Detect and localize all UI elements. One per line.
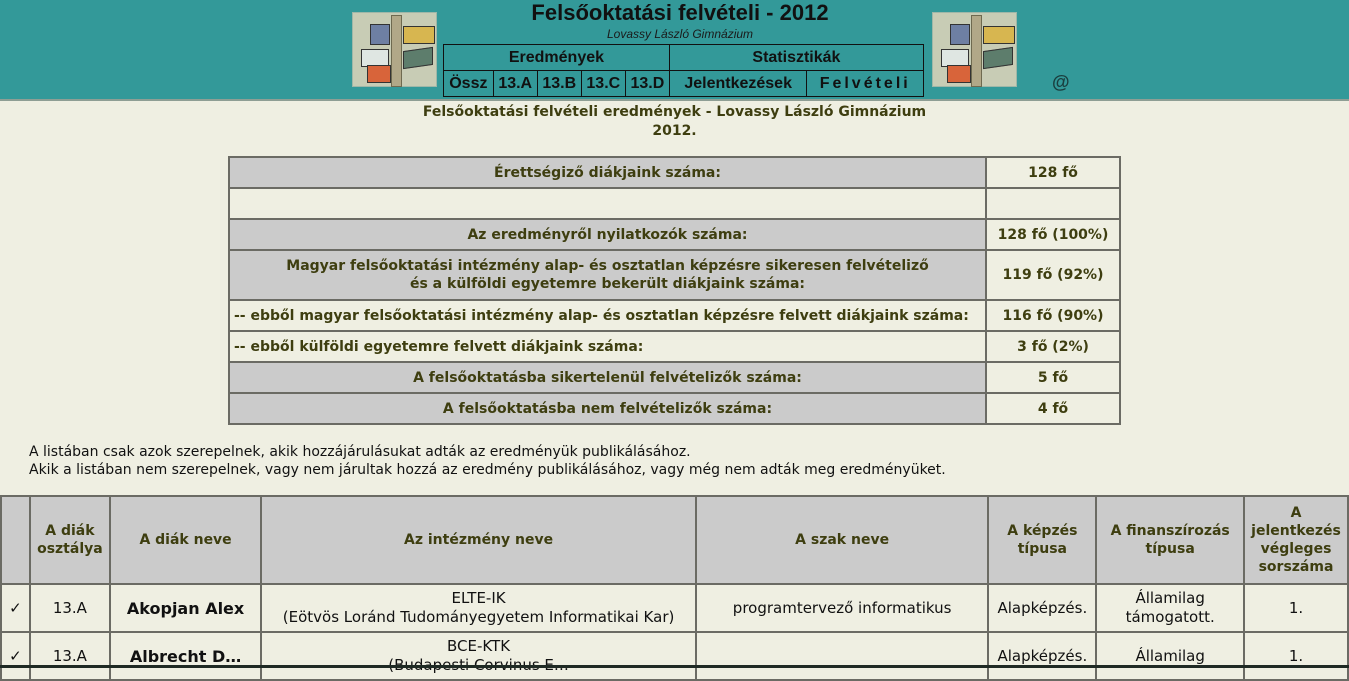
funding-type bbox=[1096, 632, 1244, 680]
funding-line1: Államilag bbox=[1135, 646, 1205, 665]
nav-item-13d[interactable]: 13.D bbox=[625, 71, 669, 97]
nav-item-13b[interactable]: 13.B bbox=[537, 71, 581, 97]
funding-type bbox=[1096, 584, 1244, 632]
summary-value: 4 fő bbox=[986, 393, 1120, 424]
major: programtervező informatikus bbox=[696, 584, 989, 632]
student-name: Albrecht D… bbox=[110, 632, 261, 680]
summary-value: 128 fő bbox=[986, 157, 1120, 188]
summary-label-line1: Magyar felsőoktatási intézmény alap- és osztatlan képzésre sikeresen felvételiző bbox=[286, 258, 929, 274]
email-icon[interactable]: @ bbox=[1052, 72, 1070, 92]
summary-row bbox=[229, 157, 1120, 188]
site-title: Felsőoktatási felvételi - 2012 bbox=[531, 0, 829, 25]
summary-row-sub bbox=[229, 331, 1120, 362]
funding-line2: támogatott. bbox=[1125, 608, 1215, 626]
summary-label: Érettségiző diákjaink száma: bbox=[229, 157, 986, 188]
page-heading-title: Felsőoktatási felvételi eredmények - Lovassy László Gimnázium bbox=[422, 104, 927, 120]
main-nav bbox=[443, 44, 924, 97]
institution-full: (Eötvös Loránd Tudományegyetem Informatikai Kar) bbox=[282, 608, 675, 626]
nav-group-statisztikak[interactable]: Statisztikák bbox=[669, 45, 923, 71]
training-type: Alapképzés. bbox=[988, 584, 1096, 632]
funding-line1: Államilag bbox=[1135, 589, 1205, 607]
summary-row-sub bbox=[229, 300, 1120, 331]
summary-row-empty bbox=[229, 188, 1120, 219]
note-line-2: Akik a listában nem szerepelnek, vagy nem járultak hozzá az eredmény publikálásához, vagy még nem adták meg eredményüket. bbox=[29, 462, 946, 478]
result-row bbox=[1, 584, 1348, 632]
col-rank: A jelentkezés végleges sorszáma bbox=[1244, 496, 1348, 584]
col-funding-type: A finanszírozás típusa bbox=[1096, 496, 1244, 584]
institution bbox=[261, 632, 696, 680]
training-type: Alapképzés. bbox=[988, 632, 1096, 680]
summary-label: -- ebből külföldi egyetemre felvett diákjaink száma: bbox=[229, 331, 986, 362]
summary-row bbox=[229, 362, 1120, 393]
check-icon: ✓ bbox=[1, 632, 30, 680]
summary-table bbox=[228, 156, 1121, 425]
summary-label-line2: és a külföldi egyetemre bekerült diákjaink száma: bbox=[409, 276, 805, 292]
summary-label: A felsőoktatásba nem felvételizők száma: bbox=[229, 393, 986, 424]
summary-label bbox=[229, 250, 986, 300]
nav-item-felveteli[interactable]: Felvételi bbox=[807, 71, 924, 97]
page-heading bbox=[0, 103, 1349, 141]
nav-item-13c[interactable]: 13.C bbox=[581, 71, 625, 97]
nav-item-ossz[interactable]: Össz bbox=[444, 71, 494, 97]
result-row bbox=[1, 632, 1348, 680]
summary-value: 128 fő (100%) bbox=[986, 219, 1120, 250]
results-header-row bbox=[1, 496, 1348, 584]
publication-notes bbox=[29, 443, 946, 479]
signpost-logo-right-icon bbox=[932, 12, 1017, 87]
header-banner bbox=[0, 0, 1349, 101]
summary-label: -- ebből magyar felsőoktatási intézmény alap- és osztatlan képzésre felvett diákjaink száma: bbox=[229, 300, 986, 331]
summary-value bbox=[986, 188, 1120, 219]
summary-label: Az eredményről nyilatkozók száma: bbox=[229, 219, 986, 250]
summary-row bbox=[229, 393, 1120, 424]
nav-item-13a[interactable]: 13.A bbox=[493, 71, 537, 97]
summary-value: 5 fő bbox=[986, 362, 1120, 393]
summary-label bbox=[229, 188, 986, 219]
signpost-logo-left-icon bbox=[352, 12, 437, 87]
summary-row bbox=[229, 219, 1120, 250]
col-training-type: A képzés típusa bbox=[988, 496, 1096, 584]
results-table bbox=[0, 495, 1349, 681]
summary-row bbox=[229, 250, 1120, 300]
page-heading-year: 2012. bbox=[652, 123, 697, 139]
col-status bbox=[1, 496, 30, 584]
summary-value: 116 fő (90%) bbox=[986, 300, 1120, 331]
col-major: A szak neve bbox=[696, 496, 989, 584]
rank: 1. bbox=[1244, 584, 1348, 632]
major bbox=[696, 632, 989, 680]
summary-label: A felsőoktatásba sikertelenül felvételizők száma: bbox=[229, 362, 986, 393]
nav-group-eredmenyek[interactable]: Eredmények bbox=[444, 45, 670, 71]
nav-item-jelentkezesek[interactable]: Jelentkezések bbox=[669, 71, 807, 97]
institution-short: BCE-KTK bbox=[447, 637, 511, 655]
summary-value: 119 fő (92%) bbox=[986, 250, 1120, 300]
institution-short: ELTE-IK bbox=[451, 589, 506, 607]
col-student-name: A diák neve bbox=[110, 496, 261, 584]
student-class: 13.A bbox=[30, 632, 110, 680]
institution bbox=[261, 584, 696, 632]
site-subtitle: Lovassy László Gimnázium bbox=[606, 27, 754, 41]
student-name: Akopjan Alex bbox=[110, 584, 261, 632]
note-line-1: A listában csak azok szerepelnek, akik hozzájárulásukat adták az eredményük publikálásához. bbox=[29, 444, 691, 460]
check-icon: ✓ bbox=[1, 584, 30, 632]
col-class: A diák osztálya bbox=[30, 496, 110, 584]
student-class: 13.A bbox=[30, 584, 110, 632]
rank: 1. bbox=[1244, 632, 1348, 680]
col-institution: Az intézmény neve bbox=[261, 496, 696, 584]
summary-value: 3 fő (2%) bbox=[986, 331, 1120, 362]
